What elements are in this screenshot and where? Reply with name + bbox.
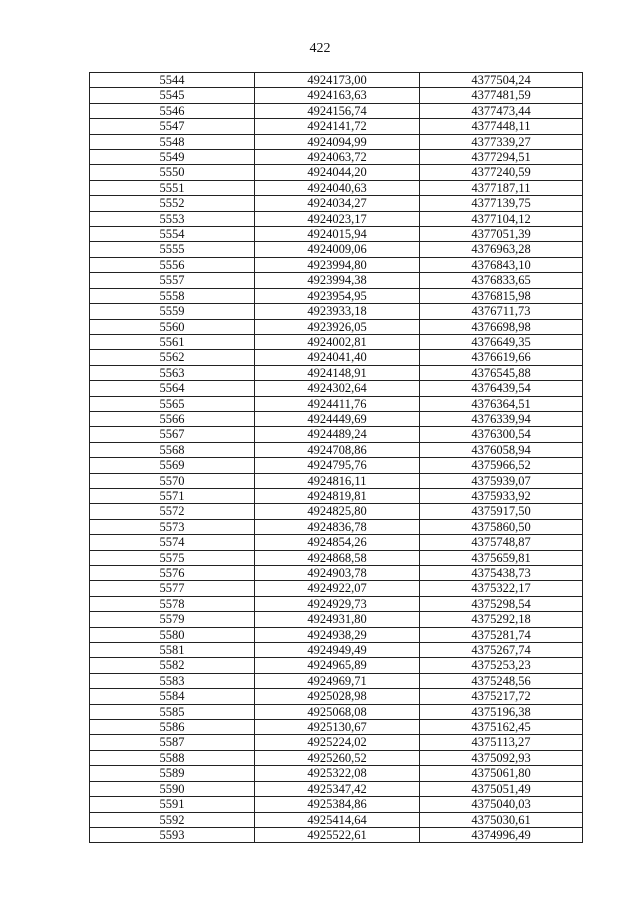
point-number-cell: 5572: [90, 504, 255, 519]
table-row: [90, 227, 583, 242]
table-row: [90, 458, 583, 473]
x-coordinate-cell: 4924969,71: [255, 673, 420, 688]
x-coordinate-cell: 4924023,17: [255, 211, 420, 226]
point-number-cell: 5567: [90, 427, 255, 442]
x-coordinate-cell: 4924854,26: [255, 535, 420, 550]
y-coordinate-cell: 4375748,87: [420, 535, 583, 550]
point-number-cell: 5584: [90, 689, 255, 704]
y-coordinate-cell: 4375092,93: [420, 750, 583, 765]
point-number-cell: 5573: [90, 519, 255, 534]
y-coordinate-cell: 4375051,49: [420, 781, 583, 796]
point-number-cell: 5566: [90, 411, 255, 426]
x-coordinate-cell: 4925414,64: [255, 812, 420, 827]
point-number-cell: 5546: [90, 103, 255, 118]
point-number-cell: 5554: [90, 227, 255, 242]
y-coordinate-cell: 4375933,92: [420, 488, 583, 503]
point-number-cell: 5589: [90, 766, 255, 781]
x-coordinate-cell: 4925130,67: [255, 720, 420, 735]
table-row: [90, 381, 583, 396]
point-number-cell: 5574: [90, 535, 255, 550]
x-coordinate-cell: 4924938,29: [255, 627, 420, 642]
x-coordinate-cell: 4924009,06: [255, 242, 420, 257]
point-number-cell: 5582: [90, 658, 255, 673]
x-coordinate-cell: 4924836,78: [255, 519, 420, 534]
x-coordinate-cell: 4924816,11: [255, 473, 420, 488]
point-number-cell: 5555: [90, 242, 255, 257]
x-coordinate-cell: 4924044,20: [255, 165, 420, 180]
coordinates-table: [89, 72, 583, 843]
point-number-cell: 5558: [90, 288, 255, 303]
table-row: [90, 411, 583, 426]
table-row: [90, 103, 583, 118]
x-coordinate-cell: 4924825,80: [255, 504, 420, 519]
point-number-cell: 5544: [90, 73, 255, 88]
x-coordinate-cell: 4923994,80: [255, 257, 420, 272]
y-coordinate-cell: 4376364,51: [420, 396, 583, 411]
x-coordinate-cell: 4924411,76: [255, 396, 420, 411]
table-row: [90, 350, 583, 365]
x-coordinate-cell: 4924965,89: [255, 658, 420, 673]
table-row: [90, 673, 583, 688]
table-row: [90, 196, 583, 211]
table-row: [90, 550, 583, 565]
x-coordinate-cell: 4924903,78: [255, 566, 420, 581]
point-number-cell: 5581: [90, 643, 255, 658]
y-coordinate-cell: 4375162,45: [420, 720, 583, 735]
y-coordinate-cell: 4377473,44: [420, 103, 583, 118]
point-number-cell: 5568: [90, 442, 255, 457]
point-number-cell: 5561: [90, 334, 255, 349]
x-coordinate-cell: 4925224,02: [255, 735, 420, 750]
point-number-cell: 5578: [90, 596, 255, 611]
point-number-cell: 5548: [90, 134, 255, 149]
y-coordinate-cell: 4376300,54: [420, 427, 583, 442]
x-coordinate-cell: 4924173,00: [255, 73, 420, 88]
y-coordinate-cell: 4375659,81: [420, 550, 583, 565]
y-coordinate-cell: 4376545,88: [420, 365, 583, 380]
point-number-cell: 5593: [90, 827, 255, 842]
point-number-cell: 5583: [90, 673, 255, 688]
x-coordinate-cell: 4923933,18: [255, 304, 420, 319]
point-number-cell: 5585: [90, 704, 255, 719]
point-number-cell: 5577: [90, 581, 255, 596]
y-coordinate-cell: 4377504,24: [420, 73, 583, 88]
point-number-cell: 5591: [90, 797, 255, 812]
table-row: [90, 134, 583, 149]
point-number-cell: 5549: [90, 150, 255, 165]
x-coordinate-cell: 4925028,98: [255, 689, 420, 704]
y-coordinate-cell: 4375322,17: [420, 581, 583, 596]
table-row: [90, 643, 583, 658]
y-coordinate-cell: 4374996,49: [420, 827, 583, 842]
y-coordinate-cell: 4377339,27: [420, 134, 583, 149]
x-coordinate-cell: 4924302,64: [255, 381, 420, 396]
table-row: [90, 73, 583, 88]
y-coordinate-cell: 4375196,38: [420, 704, 583, 719]
table-row: [90, 504, 583, 519]
y-coordinate-cell: 4376058,94: [420, 442, 583, 457]
point-number-cell: 5565: [90, 396, 255, 411]
x-coordinate-cell: 4924708,86: [255, 442, 420, 457]
x-coordinate-cell: 4925322,08: [255, 766, 420, 781]
x-coordinate-cell: 4923994,38: [255, 273, 420, 288]
page-number: 422: [309, 41, 331, 56]
table-row: [90, 827, 583, 842]
coordinates-table-body: [90, 73, 583, 843]
x-coordinate-cell: 4924148,91: [255, 365, 420, 380]
table-row: [90, 319, 583, 334]
table-row: [90, 488, 583, 503]
table-row: [90, 473, 583, 488]
x-coordinate-cell: 4924922,07: [255, 581, 420, 596]
point-number-cell: 5580: [90, 627, 255, 642]
y-coordinate-cell: 4376619,66: [420, 350, 583, 365]
y-coordinate-cell: 4376963,28: [420, 242, 583, 257]
x-coordinate-cell: 4924931,80: [255, 612, 420, 627]
point-number-cell: 5575: [90, 550, 255, 565]
table-row: [90, 257, 583, 272]
table-row: [90, 766, 583, 781]
x-coordinate-cell: 4924041,40: [255, 350, 420, 365]
y-coordinate-cell: 4375917,50: [420, 504, 583, 519]
table-row: [90, 427, 583, 442]
y-coordinate-cell: 4375292,18: [420, 612, 583, 627]
y-coordinate-cell: 4377240,59: [420, 165, 583, 180]
point-number-cell: 5553: [90, 211, 255, 226]
table-row: [90, 720, 583, 735]
x-coordinate-cell: 4924489,24: [255, 427, 420, 442]
x-coordinate-cell: 4924163,63: [255, 88, 420, 103]
table-row: [90, 273, 583, 288]
point-number-cell: 5569: [90, 458, 255, 473]
x-coordinate-cell: 4924868,58: [255, 550, 420, 565]
table-row: [90, 119, 583, 134]
table-row: [90, 365, 583, 380]
x-coordinate-cell: 4925347,42: [255, 781, 420, 796]
y-coordinate-cell: 4375030,61: [420, 812, 583, 827]
table-row: [90, 180, 583, 195]
y-coordinate-cell: 4375217,72: [420, 689, 583, 704]
x-coordinate-cell: 4924929,73: [255, 596, 420, 611]
x-coordinate-cell: 4925260,52: [255, 750, 420, 765]
table-row: [90, 596, 583, 611]
table-row: [90, 612, 583, 627]
table-row: [90, 334, 583, 349]
y-coordinate-cell: 4375860,50: [420, 519, 583, 534]
y-coordinate-cell: 4375113,27: [420, 735, 583, 750]
y-coordinate-cell: 4376833,65: [420, 273, 583, 288]
y-coordinate-cell: 4377187,11: [420, 180, 583, 195]
y-coordinate-cell: 4376339,94: [420, 411, 583, 426]
y-coordinate-cell: 4377139,75: [420, 196, 583, 211]
table-row: [90, 442, 583, 457]
y-coordinate-cell: 4375061,80: [420, 766, 583, 781]
y-coordinate-cell: 4377294,51: [420, 150, 583, 165]
table-row: [90, 566, 583, 581]
x-coordinate-cell: 4925522,61: [255, 827, 420, 842]
point-number-cell: 5559: [90, 304, 255, 319]
x-coordinate-cell: 4924795,76: [255, 458, 420, 473]
point-number-cell: 5563: [90, 365, 255, 380]
point-number-cell: 5547: [90, 119, 255, 134]
y-coordinate-cell: 4377104,12: [420, 211, 583, 226]
point-number-cell: 5551: [90, 180, 255, 195]
x-coordinate-cell: 4924141,72: [255, 119, 420, 134]
x-coordinate-cell: 4925384,86: [255, 797, 420, 812]
x-coordinate-cell: 4924040,63: [255, 180, 420, 195]
y-coordinate-cell: 4376649,35: [420, 334, 583, 349]
table-row: [90, 704, 583, 719]
table-row: [90, 750, 583, 765]
y-coordinate-cell: 4376815,98: [420, 288, 583, 303]
x-coordinate-cell: 4924094,99: [255, 134, 420, 149]
table-row: [90, 781, 583, 796]
y-coordinate-cell: 4376698,98: [420, 319, 583, 334]
table-row: [90, 150, 583, 165]
y-coordinate-cell: 4375253,23: [420, 658, 583, 673]
point-number-cell: 5550: [90, 165, 255, 180]
y-coordinate-cell: 4375267,74: [420, 643, 583, 658]
point-number-cell: 5576: [90, 566, 255, 581]
x-coordinate-cell: 4924949,49: [255, 643, 420, 658]
y-coordinate-cell: 4376843,10: [420, 257, 583, 272]
x-coordinate-cell: 4924156,74: [255, 103, 420, 118]
table-row: [90, 211, 583, 226]
point-number-cell: 5587: [90, 735, 255, 750]
table-row: [90, 797, 583, 812]
point-number-cell: 5556: [90, 257, 255, 272]
table-row: [90, 812, 583, 827]
y-coordinate-cell: 4375966,52: [420, 458, 583, 473]
point-number-cell: 5552: [90, 196, 255, 211]
y-coordinate-cell: 4375438,73: [420, 566, 583, 581]
x-coordinate-cell: 4924819,81: [255, 488, 420, 503]
x-coordinate-cell: 4924034,27: [255, 196, 420, 211]
y-coordinate-cell: 4375281,74: [420, 627, 583, 642]
y-coordinate-cell: 4375248,56: [420, 673, 583, 688]
point-number-cell: 5588: [90, 750, 255, 765]
table-row: [90, 88, 583, 103]
point-number-cell: 5592: [90, 812, 255, 827]
table-row: [90, 581, 583, 596]
x-coordinate-cell: 4924063,72: [255, 150, 420, 165]
x-coordinate-cell: 4923954,95: [255, 288, 420, 303]
x-coordinate-cell: 4924002,81: [255, 334, 420, 349]
table-row: [90, 519, 583, 534]
point-number-cell: 5571: [90, 488, 255, 503]
point-number-cell: 5545: [90, 88, 255, 103]
point-number-cell: 5557: [90, 273, 255, 288]
table-row: [90, 689, 583, 704]
y-coordinate-cell: 4376439,54: [420, 381, 583, 396]
point-number-cell: 5579: [90, 612, 255, 627]
table-row: [90, 535, 583, 550]
y-coordinate-cell: 4377481,59: [420, 88, 583, 103]
table-row: [90, 242, 583, 257]
point-number-cell: 5590: [90, 781, 255, 796]
table-row: [90, 396, 583, 411]
table-row: [90, 304, 583, 319]
y-coordinate-cell: 4375040,03: [420, 797, 583, 812]
x-coordinate-cell: 4924449,69: [255, 411, 420, 426]
table-row: [90, 165, 583, 180]
point-number-cell: 5564: [90, 381, 255, 396]
y-coordinate-cell: 4376711,73: [420, 304, 583, 319]
point-number-cell: 5562: [90, 350, 255, 365]
y-coordinate-cell: 4377051,39: [420, 227, 583, 242]
point-number-cell: 5560: [90, 319, 255, 334]
x-coordinate-cell: 4924015,94: [255, 227, 420, 242]
point-number-cell: 5570: [90, 473, 255, 488]
table-row: [90, 288, 583, 303]
table-row: [90, 735, 583, 750]
x-coordinate-cell: 4925068,08: [255, 704, 420, 719]
table-row: [90, 627, 583, 642]
y-coordinate-cell: 4375939,07: [420, 473, 583, 488]
x-coordinate-cell: 4923926,05: [255, 319, 420, 334]
table-row: [90, 658, 583, 673]
y-coordinate-cell: 4377448,11: [420, 119, 583, 134]
point-number-cell: 5586: [90, 720, 255, 735]
y-coordinate-cell: 4375298,54: [420, 596, 583, 611]
